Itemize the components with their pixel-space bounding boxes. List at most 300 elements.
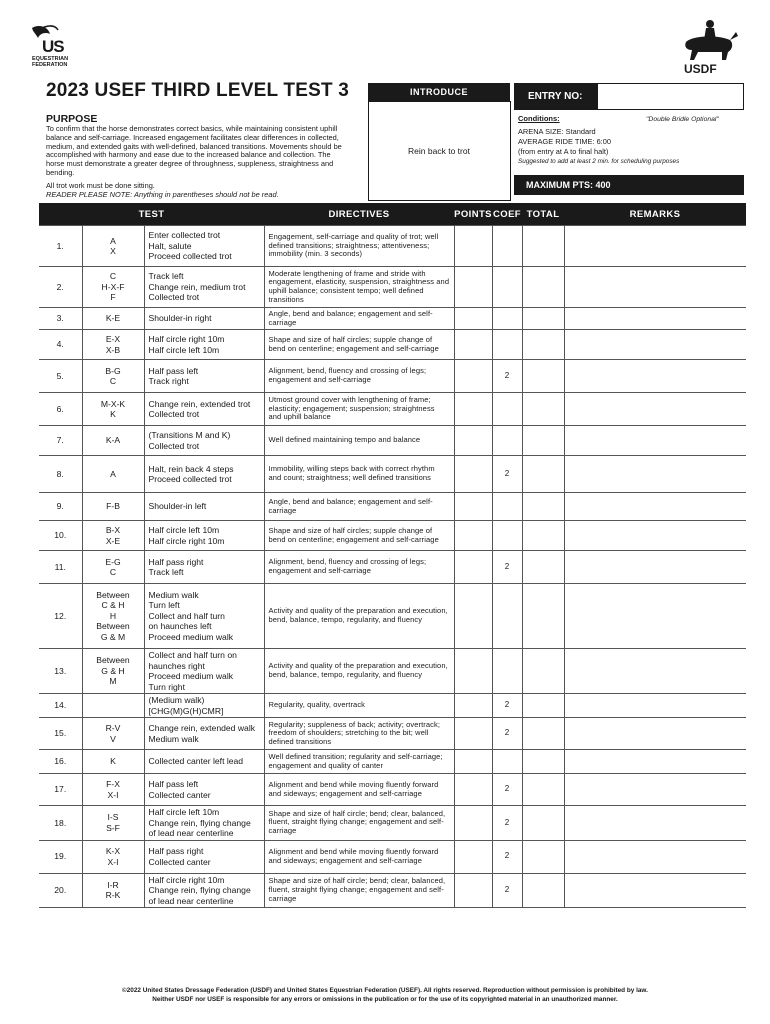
movement-text: Half circle right 10m — [148, 874, 225, 885]
movement-number: 6. — [39, 393, 82, 426]
marker-text: K-E — [105, 313, 121, 324]
maximum-points-banner: MAXIMUM PTS: 400 — [514, 175, 744, 195]
total-cell[interactable] — [522, 873, 564, 908]
remarks-cell[interactable] — [564, 840, 746, 873]
movement-text: Shoulder-in right — [148, 313, 212, 324]
movement-text: on haunches left — [148, 621, 212, 632]
directive-text: Activity and quality of the preparation and execution, bend, balance, tempo, regularity, and fluency — [264, 584, 454, 649]
movement-text: Collected canter left lead — [148, 756, 244, 767]
remarks-cell[interactable] — [564, 308, 746, 330]
directive-text: Activity and quality of the preparation and execution, bend, balance, tempo, regularity, and fluency — [264, 649, 454, 694]
marker-text: Between — [96, 621, 130, 632]
movement-number: 14. — [39, 694, 82, 718]
points-cell[interactable] — [454, 267, 492, 308]
marker-text: S-F — [106, 822, 120, 833]
marker-text: F — [110, 292, 116, 303]
ride-time-note: (from entry at A to final halt) — [518, 147, 609, 156]
coefficient-cell — [492, 521, 522, 551]
total-cell[interactable] — [522, 493, 564, 521]
movement-markers — [82, 267, 144, 308]
directive-text: Immobility, willing steps back with correct rhythm and count; straightness; well defined transitions — [264, 456, 454, 493]
coefficient-cell — [492, 267, 522, 308]
directive-text: Well defined transition; regularity and self-carriage; engagement and quality of canter — [264, 750, 454, 774]
remarks-cell[interactable] — [564, 267, 746, 308]
coefficient-cell — [492, 426, 522, 456]
movement-number: 20. — [39, 873, 82, 908]
marker-text: E-G — [105, 556, 121, 567]
movement-text: Proceed medium walk — [148, 631, 234, 642]
total-cell[interactable] — [522, 360, 564, 393]
directive-text: Shape and size of half circles; supple change of bend on centerline; engagement and self-carriage — [264, 521, 454, 551]
total-cell[interactable] — [522, 649, 564, 694]
table-row — [39, 360, 746, 393]
marker-text: C — [109, 271, 117, 282]
movement-markers — [82, 694, 144, 718]
marker-text: H-X-F — [101, 281, 125, 292]
table-row — [39, 840, 746, 873]
entry-number-field[interactable] — [584, 83, 744, 110]
total-cell[interactable] — [522, 226, 564, 267]
movement-number: 4. — [39, 330, 82, 360]
movement-text: Half circle left 10m — [148, 807, 220, 817]
movement-text: Half pass right — [148, 556, 204, 567]
movement-description — [144, 806, 264, 841]
table-row — [39, 774, 746, 806]
marker-text: K — [110, 756, 116, 767]
scheduling-note: Suggested to add at least 2 min. for scheduling purposes — [518, 158, 680, 165]
movement-text: Half pass left — [148, 365, 199, 376]
coefficient-cell: 2 — [492, 551, 522, 584]
marker-text: X-B — [105, 344, 121, 355]
movement-text: Proceed collected trot — [148, 251, 232, 262]
marker-text: X-E — [105, 535, 121, 546]
movement-text: Medium walk — [148, 733, 199, 744]
table-row — [39, 267, 746, 308]
copyright-line: ©2022 United States Dressage Federation (USDF) and United States Equestrian Federation (USEF). All rights reserved. Reproduction without permission is prohibited by law. — [122, 987, 648, 994]
total-cell[interactable] — [522, 308, 564, 330]
movement-description — [144, 360, 264, 393]
points-cell[interactable] — [454, 694, 492, 718]
movement-number: 7. — [39, 426, 82, 456]
movement-markers — [82, 873, 144, 908]
total-cell[interactable] — [522, 584, 564, 649]
movement-text: Proceed medium walk — [148, 671, 234, 681]
introduce-text: Rein back to trot — [408, 146, 470, 156]
table-header-row — [39, 203, 746, 226]
directive-text: Angle, bend and balance; engagement and self-carriage — [264, 493, 454, 521]
movement-description — [144, 840, 264, 873]
movement-markers — [82, 360, 144, 393]
movement-text: of lead near centerline — [148, 828, 234, 838]
coefficient-cell — [492, 393, 522, 426]
usdf-logo — [676, 18, 740, 76]
marker-text: X-I — [107, 856, 119, 867]
table-body — [39, 226, 746, 908]
marker-text: X-I — [107, 789, 119, 800]
movement-text: Change rein, flying change — [148, 885, 251, 895]
movement-number: 1. — [39, 226, 82, 267]
disclaimer-line: Neither USDF nor USEF is responsible for any errors or omissions in the publication or for the use of its copyrighted material in an unauthorized manner. — [152, 996, 618, 1003]
movement-description — [144, 750, 264, 774]
points-cell[interactable] — [454, 426, 492, 456]
coefficient-cell — [492, 330, 522, 360]
movement-text: Track right — [148, 376, 189, 386]
points-cell[interactable] — [454, 584, 492, 649]
average-ride-time: AVERAGE RIDE TIME: 6:00 — [518, 137, 611, 146]
movement-text: Half circle left 10m — [148, 525, 220, 535]
marker-text: G & M — [100, 631, 126, 642]
marker-text: K-A — [105, 435, 121, 446]
remarks-cell[interactable] — [564, 393, 746, 426]
us-equestrian-logo — [28, 24, 88, 70]
header-total: TOTAL — [522, 203, 564, 226]
movement-number: 8. — [39, 456, 82, 493]
table-row — [39, 873, 746, 908]
entry-number-label: ENTRY NO: — [514, 83, 598, 110]
movement-markers — [82, 806, 144, 841]
directive-text: Well defined maintaining tempo and balance — [264, 426, 454, 456]
table-row — [39, 750, 746, 774]
total-cell[interactable] — [522, 330, 564, 360]
marker-text: A — [110, 468, 116, 479]
points-cell[interactable] — [454, 551, 492, 584]
table-row — [39, 393, 746, 426]
table-row — [39, 493, 746, 521]
table-row — [39, 426, 746, 456]
directive-text: Moderate lengthening of frame and stride with engagement, elasticity, suspension, straightness and uphill balance; consistent tempo; well defined transitions — [264, 267, 454, 308]
movement-description — [144, 694, 264, 718]
remarks-cell[interactable] — [564, 551, 746, 584]
coefficient-cell: 2 — [492, 456, 522, 493]
movement-text: Collected trot — [148, 440, 200, 451]
movement-number: 2. — [39, 267, 82, 308]
movement-text: Track left — [148, 567, 184, 577]
movement-description — [144, 393, 264, 426]
coefficient-cell: 2 — [492, 360, 522, 393]
movement-number: 13. — [39, 649, 82, 694]
movement-markers — [82, 649, 144, 694]
movement-text: Proceed collected trot — [148, 474, 232, 484]
coefficient-cell: 2 — [492, 806, 522, 841]
introduce-heading: INTRODUCE — [368, 83, 510, 101]
remarks-cell[interactable] — [564, 649, 746, 694]
marker-text: A — [110, 235, 116, 246]
directive-text: Alignment, bend, fluency and crossing of legs; engagement and self-carriage — [264, 360, 454, 393]
movement-text: Change rein, medium trot — [148, 281, 246, 292]
table-row — [39, 649, 746, 694]
table-row — [39, 226, 746, 267]
points-cell[interactable] — [454, 873, 492, 908]
movement-text: Half circle right 10m — [148, 334, 225, 344]
movement-markers — [82, 750, 144, 774]
movement-text: Change rein, flying change — [148, 817, 251, 828]
coefficient-cell — [492, 750, 522, 774]
directive-text: Engagement, self-carriage and quality of trot; well defined transitions; straightness; attentiveness; immobility (min. 3 seconds) — [264, 226, 454, 267]
movement-text: Half circle left 10m — [148, 344, 220, 355]
movement-markers — [82, 774, 144, 806]
arena-size: ARENA SIZE: Standard — [518, 127, 596, 136]
remarks-cell[interactable] — [564, 226, 746, 267]
coefficient-cell: 2 — [492, 873, 522, 908]
movement-description — [144, 267, 264, 308]
movement-markers — [82, 521, 144, 551]
directive-text: Alignment, bend, fluency and crossing of legs; engagement and self-carriage — [264, 551, 454, 584]
marker-text: G & H — [101, 665, 125, 676]
coefficient-cell — [492, 308, 522, 330]
usdf-logo-text: USDF — [684, 62, 717, 76]
movement-number: 17. — [39, 774, 82, 806]
remarks-cell[interactable] — [564, 774, 746, 806]
total-cell[interactable] — [522, 551, 564, 584]
movement-markers — [82, 308, 144, 330]
movement-text: haunches right — [148, 660, 205, 671]
remarks-cell[interactable] — [564, 873, 746, 908]
movement-description — [144, 226, 264, 267]
movement-description — [144, 774, 264, 806]
total-cell[interactable] — [522, 718, 564, 750]
marker-text: C — [109, 567, 117, 577]
movement-markers — [82, 840, 144, 873]
movement-text: Enter collected trot — [148, 230, 221, 241]
movement-description — [144, 718, 264, 750]
table-row — [39, 551, 746, 584]
movement-markers — [82, 718, 144, 750]
points-cell[interactable] — [454, 806, 492, 841]
points-cell[interactable] — [454, 750, 492, 774]
movement-text: Half circle right 10m — [148, 535, 225, 546]
movement-text: Half pass left — [148, 779, 199, 789]
conditions-list — [518, 127, 611, 157]
directive-text: Utmost ground cover with lengthening of frame; elasticity; engagement; suspension; straightness and uphill balance — [264, 393, 454, 426]
remarks-cell[interactable] — [564, 806, 746, 841]
marker-text: C — [109, 376, 117, 386]
total-cell[interactable] — [522, 456, 564, 493]
movement-markers — [82, 584, 144, 649]
table-row — [39, 694, 746, 718]
directive-text: Shape and size of half circles; supple change of bend on centerline; engagement and self-carriage — [264, 330, 454, 360]
movement-number: 5. — [39, 360, 82, 393]
total-cell[interactable] — [522, 806, 564, 841]
directive-text: Alignment and bend while moving fluently forward and sideways; engagement and self-carriage — [264, 774, 454, 806]
table-row — [39, 521, 746, 551]
movement-text: Collect and half turn — [148, 610, 225, 621]
marker-text: F-X — [106, 779, 120, 789]
movement-number: 10. — [39, 521, 82, 551]
marker-text: M-X-K — [100, 398, 126, 409]
total-cell[interactable] — [522, 521, 564, 551]
movement-text: [CHG(M)G(H)CMR] — [148, 705, 224, 716]
coefficient-cell — [492, 226, 522, 267]
points-cell[interactable] — [454, 308, 492, 330]
movement-text: Halt, salute — [148, 240, 192, 251]
us-logo-subtitle: EQUESTRIAN FEDERATION — [32, 56, 69, 68]
marker-text: I-S — [107, 812, 119, 823]
copyright-footer — [40, 986, 730, 1004]
movement-number: 15. — [39, 718, 82, 750]
movement-text: Collected canter — [148, 856, 211, 867]
movement-text: Turn right — [148, 681, 185, 692]
total-cell[interactable] — [522, 694, 564, 718]
directive-text: Shape and size of half circle; bend; clear, balanced, fluent, straight flying change; engagement and self-carriage — [264, 806, 454, 841]
coefficient-cell: 2 — [492, 694, 522, 718]
coefficient-cell — [492, 493, 522, 521]
marker-text: K — [110, 409, 116, 419]
marker-text: I-R — [107, 879, 119, 890]
directive-text: Shape and size of half circle; bend; clear, balanced, fluent, straight flying change; engagement and self-carriage — [264, 873, 454, 908]
movement-text: Collected trot — [148, 409, 200, 419]
directive-text: Alignment and bend while moving fluently forward and sideways; engagement and self-carriage — [264, 840, 454, 873]
remarks-cell[interactable] — [564, 718, 746, 750]
movement-text: Change rein, extended walk — [148, 723, 256, 733]
test-sheet-table — [39, 203, 746, 908]
movement-description — [144, 584, 264, 649]
total-cell[interactable] — [522, 267, 564, 308]
marker-text: X — [110, 246, 116, 256]
total-cell[interactable] — [522, 426, 564, 456]
movement-text: Shoulder-in left — [148, 501, 207, 512]
table-row — [39, 330, 746, 360]
remarks-cell[interactable] — [564, 584, 746, 649]
movement-number: 18. — [39, 806, 82, 841]
movement-number: 19. — [39, 840, 82, 873]
table-row — [39, 718, 746, 750]
remarks-cell[interactable] — [564, 360, 746, 393]
movement-text: (Transitions M and K) — [148, 430, 231, 440]
total-cell[interactable] — [522, 774, 564, 806]
table-row — [39, 584, 746, 649]
movement-markers — [82, 493, 144, 521]
marker-text: K-X — [105, 846, 121, 856]
movement-description — [144, 493, 264, 521]
marker-text: M — [109, 676, 117, 687]
marker-text: R-K — [105, 890, 121, 901]
movement-text: Collect and half turn on — [148, 650, 237, 660]
movement-markers — [82, 426, 144, 456]
marker-text: B-G — [105, 365, 121, 376]
movement-markers — [82, 393, 144, 426]
header-remarks: REMARKS — [564, 203, 746, 226]
movement-markers — [82, 330, 144, 360]
points-cell[interactable] — [454, 360, 492, 393]
header-test: TEST — [39, 203, 264, 226]
points-cell[interactable] — [454, 521, 492, 551]
directive-text: Angle, bend and balance; engagement and self-carriage — [264, 308, 454, 330]
total-cell[interactable] — [522, 750, 564, 774]
total-cell[interactable] — [522, 393, 564, 426]
movement-markers — [82, 456, 144, 493]
movement-text: (Medium walk) — [148, 695, 205, 705]
header-directives: DIRECTIVES — [264, 203, 454, 226]
marker-text: H — [109, 610, 117, 621]
movement-text: Medium walk — [148, 589, 199, 600]
movement-text: Half pass right — [148, 846, 204, 856]
movement-number: 3. — [39, 308, 82, 330]
movement-description — [144, 308, 264, 330]
movement-description — [144, 456, 264, 493]
coefficient-cell — [492, 649, 522, 694]
movement-description — [144, 521, 264, 551]
movement-number: 11. — [39, 551, 82, 584]
points-cell[interactable] — [454, 393, 492, 426]
remarks-cell[interactable] — [564, 493, 746, 521]
page-title: 2023 USEF THIRD LEVEL TEST 3 — [46, 80, 349, 101]
movement-text: of lead near centerline — [148, 895, 234, 906]
coefficient-cell: 2 — [492, 718, 522, 750]
directive-text: Regularity, quality, overtrack — [264, 694, 454, 718]
trot-note: All trot work must be done sitting. — [46, 181, 155, 190]
movement-markers — [82, 551, 144, 584]
remarks-cell[interactable] — [564, 694, 746, 718]
marker-text: B-X — [105, 525, 121, 535]
reading-notes — [46, 182, 366, 200]
movement-description — [144, 649, 264, 694]
movement-number: 16. — [39, 750, 82, 774]
movement-description — [144, 330, 264, 360]
coefficient-cell: 2 — [492, 774, 522, 806]
table-row — [39, 806, 746, 841]
movement-text: Collected trot — [148, 292, 200, 303]
purpose-heading: PURPOSE — [46, 113, 98, 125]
directive-text: Regularity; suppleness of back; activity; overtrack; freedom of shoulders; stretching to the bit; well defined transitions — [264, 718, 454, 750]
marker-text: E-X — [105, 334, 121, 344]
points-cell[interactable] — [454, 330, 492, 360]
movement-description — [144, 426, 264, 456]
movement-description — [144, 873, 264, 908]
movement-number: 12. — [39, 584, 82, 649]
points-cell[interactable] — [454, 456, 492, 493]
movement-markers — [82, 226, 144, 267]
purpose-text: To confirm that the horse demonstrates correct basics, while maintaining consistent uphill balance and self-carriage. Increased engagement facilitates clear differences in collected, medium, and extended gaits with well-defined, balanced transitions. Movements should be accomplished with harmony and ease due to the increased balance and collection. The horse must demonstrate a greater degree of throughness, suppleness, straightness and bending. — [46, 124, 342, 177]
marker-text: Between — [96, 655, 130, 666]
table-row — [39, 456, 746, 493]
marker-text: Between — [96, 589, 130, 600]
remarks-cell[interactable] — [564, 456, 746, 493]
marker-text: R-V — [105, 723, 121, 733]
points-cell[interactable] — [454, 226, 492, 267]
table-row — [39, 308, 746, 330]
movement-text: Track left — [148, 271, 184, 282]
marker-text: F-B — [106, 501, 120, 512]
movement-number: 9. — [39, 493, 82, 521]
movement-text: Collected canter — [148, 789, 211, 800]
us-logo-mark: US — [42, 37, 64, 56]
header-points: POINTS — [454, 203, 492, 226]
marker-text: C & H — [101, 600, 125, 611]
remarks-cell[interactable] — [564, 521, 746, 551]
remarks-cell[interactable] — [564, 426, 746, 456]
movement-text: Halt, rein back 4 steps — [148, 463, 234, 474]
marker-text: V — [110, 733, 116, 744]
remarks-cell[interactable] — [564, 750, 746, 774]
reader-note: READER PLEASE NOTE: Anything in parentheses should not be read. — [46, 189, 279, 199]
points-cell[interactable] — [454, 649, 492, 694]
header-coef: COEF — [492, 203, 522, 226]
conditions-label: Conditions: — [518, 114, 560, 123]
coefficient-cell — [492, 584, 522, 649]
double-bridle-note: "Double Bridle Optional" — [646, 116, 719, 123]
points-cell[interactable] — [454, 493, 492, 521]
movement-text: Turn left — [148, 600, 180, 611]
points-cell[interactable] — [454, 718, 492, 750]
coefficient-cell: 2 — [492, 840, 522, 873]
movement-description — [144, 551, 264, 584]
rider-silhouette-icon — [676, 18, 740, 62]
points-cell[interactable] — [454, 774, 492, 806]
total-cell[interactable] — [522, 840, 564, 873]
movement-text: Change rein, extended trot — [148, 398, 251, 409]
remarks-cell[interactable] — [564, 330, 746, 360]
points-cell[interactable] — [454, 840, 492, 873]
